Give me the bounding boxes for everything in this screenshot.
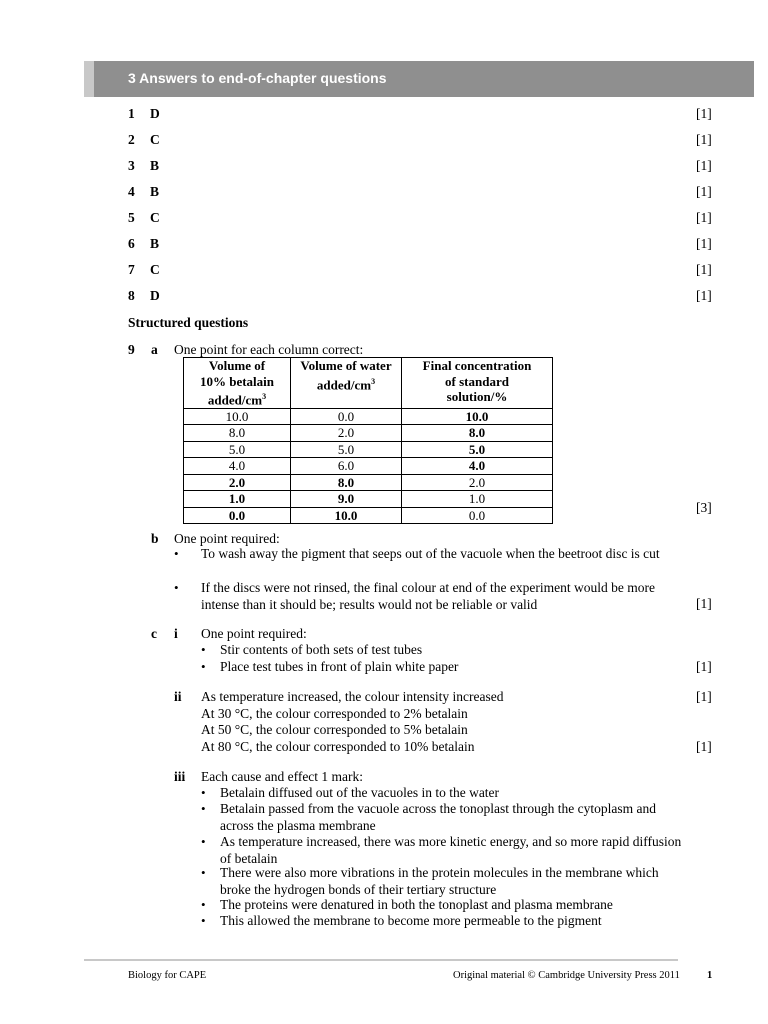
table-cell: 8.0 [291,474,402,491]
column-header: Volume of 10% betalain added/$cm^3$ [184,358,291,409]
table-row [184,491,553,508]
table-cell: 2.0 [402,474,553,491]
mcq-answer-7 [128,262,718,280]
bullet-icon: • [201,659,206,674]
answer-letter: C [150,210,160,225]
table-cell: 5.0 [291,441,402,458]
question-number: 3 [128,158,135,173]
mark: [1] [696,288,712,303]
table-cell: 2.0 [291,425,402,442]
mcq-answer-4 [128,184,718,202]
answer-line: At 50 °C, the colour corresponded to 5% betalain [201,722,468,737]
table-row [184,474,553,491]
question-number: 6 [128,236,135,251]
bullet-icon: • [174,580,179,595]
column-header: Final concentration of standard solution/% [402,358,553,409]
table-header-row [184,358,553,409]
table-cell: 8.0 [402,425,553,442]
bullet-icon: • [201,913,206,928]
answer-letter: B [150,184,160,199]
part-label: c [151,626,157,641]
bullet-icon: • [201,834,206,849]
bullet-icon: • [174,546,179,561]
mark: [1] [696,596,712,611]
bullet-icon: • [201,865,206,880]
question-number: 8 [128,288,135,303]
mcq-answer-1 [128,106,718,124]
mark: [1] [696,158,712,173]
page-number: 1 [707,970,713,981]
mcq-answer-6 [128,236,718,254]
bullet-icon: • [201,897,206,912]
table-cell: 8.0 [184,425,291,442]
subpart-intro: One point required: [201,626,307,641]
table-cell: 0.0 [291,408,402,425]
chapter-header [84,61,754,97]
chapter-title: 3 Answers to end-of-chapter questions [128,70,387,86]
table-cell: 6.0 [291,458,402,475]
table-row [184,458,553,475]
mark: [3] [696,500,712,515]
header-accent-stripe [84,61,94,97]
answer-letter: C [150,132,160,147]
betalain-table [183,357,553,524]
answer-letter: B [150,236,160,251]
table-cell: 9.0 [291,491,402,508]
footer-divider [84,959,678,961]
question-number: 1 [128,106,135,121]
table-cell: 4.0 [402,458,553,475]
part-intro: One point required: [174,531,280,546]
table-cell: 10.0 [402,408,553,425]
mark: [1] [696,210,712,225]
footer-book-title: Biology for CAPE [128,970,207,981]
footer-copyright: Original material © Cambridge University Press 2011 [453,970,680,981]
mark: [1] [696,106,712,121]
question-number: 5 [128,210,135,225]
answer-line: At 80 °C, the colour corresponded to 10% betalain [201,739,475,754]
question-number: 2 [128,132,135,147]
answer-letter: B [150,158,160,173]
table-cell: 5.0 [402,441,553,458]
bullet-icon: • [201,785,206,800]
table-row [184,441,553,458]
table-cell: 0.0 [184,507,291,524]
table-row [184,425,553,442]
mcq-answer-3 [128,158,718,176]
answer-letter: D [150,288,160,303]
table-cell: 10.0 [291,507,402,524]
answer-letter: D [150,106,160,121]
mark: [1] [696,689,712,704]
part-intro: One point for each column correct: [174,342,364,357]
table-cell: 5.0 [184,441,291,458]
bullet-icon: • [201,801,206,816]
mark: [1] [696,739,712,754]
part-label: a [151,342,158,357]
column-header: Volume of water added/$cm^3$ [291,358,402,409]
answer-line: As temperature increased, the colour intensity increased [201,689,504,704]
question-number: 4 [128,184,135,199]
table-cell: 1.0 [184,491,291,508]
mark: [1] [696,236,712,251]
mcq-answer-5 [128,210,718,228]
table-row [184,507,553,524]
question-number: 9 [128,342,135,357]
bullet-icon: • [201,642,206,657]
answer-letter: C [150,262,160,277]
table-cell: 0.0 [402,507,553,524]
mcq-answer-2 [128,132,718,150]
subpart-intro: Each cause and effect 1 mark: [201,769,364,784]
mark: [1] [696,659,712,674]
mark: [1] [696,184,712,199]
subpart-label: ii [174,689,182,704]
section-heading: Structured questions [128,315,249,330]
question-number: 7 [128,262,135,277]
table-cell: 2.0 [184,474,291,491]
table-cell: 10.0 [184,408,291,425]
answer-line: At 30 °C, the colour corresponded to 2% betalain [201,706,468,721]
part-label: b [151,531,159,546]
mcq-answer-8 [128,288,718,306]
table-cell: 1.0 [402,491,553,508]
subpart-label: i [174,626,178,641]
table-row [184,408,553,425]
mark: [1] [696,262,712,277]
subpart-label: iii [174,769,186,784]
mark: [1] [696,132,712,147]
table-cell: 4.0 [184,458,291,475]
